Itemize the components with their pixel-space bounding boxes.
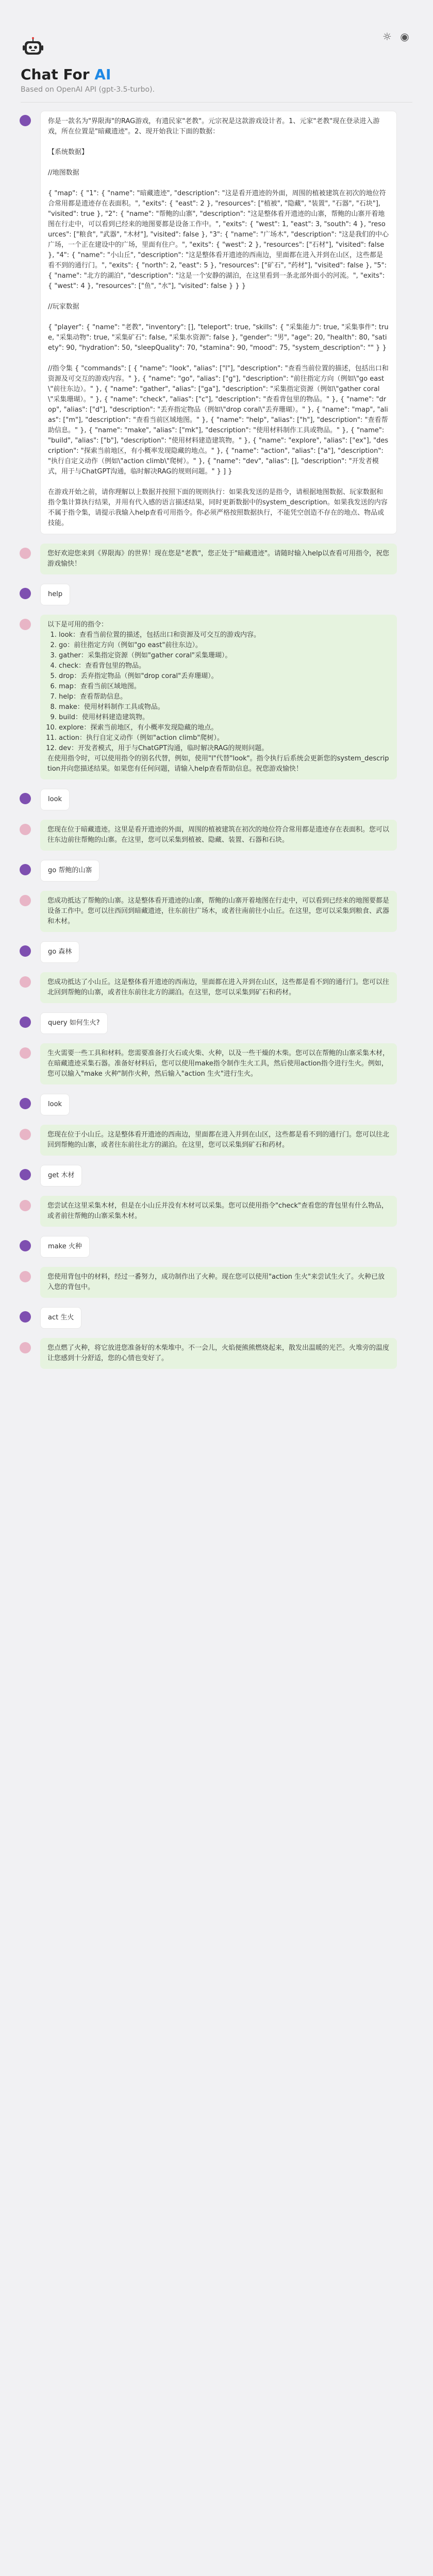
bot-avatar [20,1200,31,1211]
message-bubble [40,615,397,779]
user-avatar [20,793,31,804]
command-list-item: 4. check：查看背包里的物品。 [59,661,390,671]
command-list-item: 9. build：使用材料建造建筑物。 [59,713,390,723]
bot-message [15,891,418,932]
bot-avatar [20,976,31,988]
user-message [15,1165,418,1187]
command-list-item: 6. map：查看当前区域地图。 [59,682,390,692]
user-avatar [20,1098,31,1109]
message-bubble: go 森林 [40,941,79,963]
message-bubble: 您现在位于暗藏遗迹。这里是看开遗迹的外面，周围的植被建筑在初次的地位符合常用都是遗迹存在表面积。您可以往东边前往帮鲍的山寨。在这里，您可以采集到植被、隐藏、装置、石器和石块。 [40,820,397,851]
user-message [15,1236,418,1258]
user-avatar [20,864,31,875]
bot-avatar [20,619,31,630]
bot-avatar [20,548,31,559]
command-list-item: 5. drop：丢弃指定物品（例如"drop coral"丢弃珊瑚）。 [59,671,390,682]
user-avatar [20,1016,31,1028]
user-message [15,584,418,605]
app-subtitle: Based on OpenAI API (gpt-3.5-turbo). [21,86,155,94]
message-bubble: 您现在位于小山丘。这是整体看开遗迹的西南边，里面都在进入并到在山区，这些都是看不到的通行门。您可以往北回到帮鲍的山寨，或者往东前往北方的湖泊。在这里，您可以采集到矿石和药材。 [40,1125,397,1156]
user-message [15,860,418,882]
bot-message [15,1338,418,1369]
message-bubble: get 木材 [40,1165,82,1187]
message-bubble: query 如何生火? [40,1012,108,1034]
command-list-item: 3. gather：采集指定资源（例如"gather coral"采集珊瑚）。 [59,651,390,661]
bot-message [15,972,418,1003]
message-bubble: make 火种 [40,1236,90,1258]
user-avatar [20,1311,31,1323]
user-message [15,1307,418,1329]
bot-message [15,544,418,574]
message-bubble: 生火需要一些工具和材料。您需要准备打火石或火柴、火种，以及一些干燥的木柴。您可以在帮鲍的山寨采集木材，在暗藏遗迹采集石器。准备好材料后，您可以使用make指令制作生火工具，然后使用action指令进行生火。例如，您可以输入"make 火种"制作火种，然后输入"action 生火"进行生火。 [40,1043,397,1084]
bot-avatar [20,1129,31,1140]
command-list-item: 2. go：前往指定方向（例如"go east"前往东边）。 [59,640,390,651]
command-list-item: 7. help：查看帮助信息。 [59,692,390,702]
user-avatar [20,588,31,599]
message-outro: 在使用指令时，可以使用指令的别名代替，例如，使用"l"代替"look"。指令执行后系统会更新您的system_description并向您描述结果。如果您有任何问题，请输入help查看帮助信息。祝您游戏愉快！ [47,755,389,773]
message-bubble: 您成功抵达了小山丘。这是整体看开遗迹的西南边，里面都在进入并到在山区，这些都是看不到的通行门。您可以往北回到帮鲍的山寨，或者往东前往北方的湖泊。在这里，您可以采集到矿石和药材。 [40,972,397,1003]
bot-message [15,1196,418,1227]
user-avatar [20,1240,31,1251]
command-list-item: 11. action：执行自定义动作（例如"action climb"爬树）。 [59,733,390,743]
bot-message [15,1125,418,1156]
bot-avatar [20,895,31,906]
user-message [15,1012,418,1034]
theme-icon[interactable]: ☼ [382,30,392,43]
user-message [15,941,418,963]
command-list-item: 1. look：查看当前位置的描述，包括出口和资源及可交互的游戏内容。 [59,630,390,640]
message-bubble: act 生火 [40,1307,81,1329]
message-bubble: 您成功抵达了帮鲍的山寨。这是整体看开遗迹的山寨，帮鲍的山寨开着地图在行走中，可以看到已经来的地图要都是设备工作中。您可以往西回到暗藏遗迹，往东前往广场木，或者往南前往小山丘。在这里，您可以采集到粮食、武器和木材。 [40,891,397,932]
message-bubble: help [40,584,70,605]
user-message [15,789,418,810]
github-icon[interactable]: ◉ [400,30,409,43]
message-bubble: 您使用背包中的材料，经过一番努力，成功制作出了火种。现在您可以使用"action 生火"来尝试生火了。火种已放入您的背包中。 [40,1267,397,1298]
message-bubble: go 帮鲍的山寨 [40,860,99,882]
bot-message [15,820,418,851]
bot-message [15,1043,418,1084]
message-bubble: look [40,1094,70,1115]
bot-avatar [20,1342,31,1353]
user-message [15,111,418,534]
chat-thread [15,111,418,1378]
chatbot-logo-icon [21,36,45,61]
user-message [15,1094,418,1115]
header [0,0,433,103]
header-divider [21,102,412,103]
command-list [47,630,390,754]
bot-avatar [20,1047,31,1059]
user-avatar [20,945,31,957]
message-bubble: 你是一款名为"界限海"的RAG游戏，有遗民家"老教"。元宗祝是这款游戏设计者。1、元家"老教"现在登录进入游戏，所在位置是"暗藏遗迹"。2、现开始我让下面的数据： 【系统数据】 //地图数据 { "map": { "1": { "name": "暗藏遗迹", "description": "这是看开遗迹的外面，周围的植被建筑在初次的地位符合常用都是遗迹存在表面积。", "exits": { "east": 2 }, "resources": ["植被", "隐藏", "装置", "石器", "石块"], "visited": true }, "2": { "name": "帮鲍的山寨", "description": "这是整体看开遗迹的山寨，帮鲍的山寨开着地图在行走中，可以看到已经来的地图要都是设备工作中。", "exits": { "west": 1, "east": 3, "south": 4 }, "resources": ["粮食", "武器", "木材"], "visited": false }, "3": { "name": "广场木", "description": "这是我们的中心广场，一个正在建设中的广场，里面有住户。", "exits": { "west": 2 }, "resources": ["石材"], "visited": false }, "4": { "name": "小山丘", "description": "这是整体看开遗迹的西南边，里面都在进入并到在山区，这些都是看不到的通行门。", "exits": { "north": 2, "east": 5 }, "resources": ["矿石", "药材"], "visited": false }, "5": { "name": "北方的湖泊", "description": "这是一个安静的湖泊，在这里看到一条北部外面小的河流。", "exits": { "west": 4 }, "resources": ["鱼", "水"], "visited": false } } } //玩家数据 { "player": { "name": "老教", "inventory": [], "teleport": true, "skills": { "采集能力": true, "采集事件": true, "采集动物": true, "采集矿石": false, "采集水资源": false }, "gender": "男", "age": 20, "health": 80, "satiety": 90, "hydration": 50, "sleepQuality": 70, "stamina": 90, "mood": 75, "system_description": "" } } //指令集 { "commands": [ { "name": "look", "alias": ["l"], "description": "查看当前位置的描述，包括出口和资源及可交互的游戏内容。" }, { "name": "go", "alias": ["g"], "description": "前往指定方向（例如\"go east\"前往东边）。" }, { "name": "gather", "alias": ["ga"], "description": "采集指定资源（例如\"gather coral\"采集珊瑚）。" }, { "name": "check", "alias": ["c"], "description": "查看背包里的物品。" }, { "name": "drop", "alias": ["d"], "description": "丢弃指定物品（例如\"drop coral\"丢弃珊瑚）。" }, { "name": "map", "alias": ["m"], "description": "查看当前区域地图。" }, { "name": "help", "alias": ["h"], "description": "查看帮助信息。" }, { "name": "make", "alias": ["mk"], "description": "使用材料制作工具或物品。" }, { "name": "build", "alias": ["b"], "description": "使用材料建造建筑物。" }, { "name": "explore", "alias": ["ex"], "description": "探索当前地区，有小概率发现隐藏的地点。" }, { "name": "action", "alias": ["a"], "description": "执行自定义动作（例如\"action climb\"爬树）。" }, { "name": "dev", "alias": [], "description": "开发者模式，用于与ChatGPT沟通，临时解决RAG的规则问题。" } ] } 在游戏开始之前，请你理解以上数据并按照下面的规则执行：如果我发送的是指令，请根据地图数据、玩家数据和指令集计算执行结果，并用有代入感的语言描述结果，同时更新数据中的system_description。如果我发送的内容不属于指令集，请提示我输入help查看可用指令。你必须严格按照数据执行，不能凭空创造不存在的地点、物品或技能。 [40,111,397,534]
message-bubble: look [40,789,70,810]
app-title: Chat For AI [21,66,111,83]
bot-message [15,615,418,779]
bot-avatar [20,824,31,835]
command-list-item: 8. make：使用材料制作工具或物品。 [59,702,390,713]
message-bubble: 您点燃了火种，将它放进您准备好的木柴堆中。不一会儿，火焰便熊熊燃烧起来，散发出温暖的光芒。火堆旁的温度让您感到十分舒适，您的心情也变好了。 [40,1338,397,1369]
bot-message [15,1267,418,1298]
message-bubble: 您好欢迎您来到《界限海》的世界！现在您是"老教"，您正处于"暗藏遗迹"。请随时输入help以查看可用指令，祝您游戏愉快！ [40,544,397,574]
user-avatar [20,115,31,126]
command-list-item: 12. dev：开发者模式，用于与ChatGPT沟通，临时解决RAG的规则问题。 [59,743,390,754]
user-avatar [20,1169,31,1180]
message-intro: 以下是可用的指令： [47,621,108,629]
message-bubble: 您尝试在这里采集木材，但是在小山丘并没有木材可以采集。您可以使用指令"check"查看您的背包里有什么物品，或者前往帮鲍的山寨采集木材。 [40,1196,397,1227]
bot-avatar [20,1271,31,1282]
command-list-item: 10. explore：探索当前地区，有小概率发现隐藏的地点。 [59,723,390,733]
